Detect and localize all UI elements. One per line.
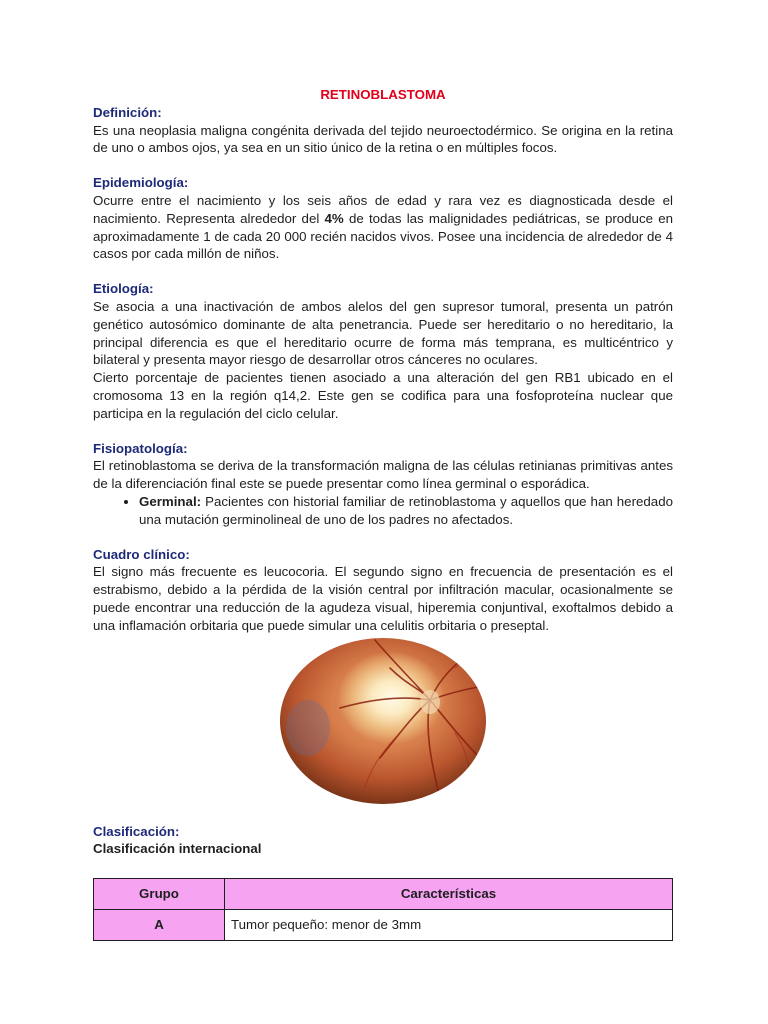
bullet-label-germinal: Germinal: [139,493,202,509]
section-text-fisiopatologia: El retinoblastoma se deriva de la transformación maligna de las células retinianas primitivas antes de la diferenciación final este se puede presentar como línea germinal o esporádica. [93,458,673,492]
table-header-row [94,879,673,910]
section-heading-etiologia: Etiología: [93,281,154,297]
section-text-epidemiologia [93,192,673,263]
epidemiologia-text-a: Ocurre entre el nacimiento y los seis años de edad y rara vez es diagnosticada desde el nacimiento. Representa alrededor del [93,192,673,226]
table-row [94,910,673,941]
epidemiologia-text-b: de todas las malignidades pediátricas, se produce en aproximadamente 1 de cada 20 000 recién nacidos vivos. Posee una incidencia de alrededor de 4 casos por cada millón de niños. [93,210,674,262]
section-text-cuadro-clinico: El signo más frecuente es leucocoria. El segundo signo en frecuencia de presentación es el estrabismo, debido a la pérdida de la visión central por infiltración macular, ocasionalmente se puede encontrar una reducción de la agudeza visual, hiperemia conjuntival, exoftalmos debido a una inflamación orbitaria que puede simular una celulitis orbitaria o preseptal. [93,564,673,633]
document-title: RETINOBLASTOMA [320,87,446,102]
retinal-vessels-graphic [280,638,486,804]
section-heading-clasificacion: Clasificación: [93,823,180,839]
section-text-etiologia-1: Se asocia a una inactivación de ambos alelos del gen supresor tumoral, presenta un patrón genético autosómico dominante de alta penetrancia. Puede ser hereditario o no hereditario, la principal diferencia es que el hereditario ocurre de forma más temprana, es multicéntrico y bilateral y presenta mayor riesgo de desarrollar otros cánceres no oculares. [93,298,673,368]
section-heading-fisiopatologia: Fisiopatología: [93,440,188,456]
fundus-photo-image [280,638,486,804]
figure-container [93,638,673,805]
table-cell-grupo: A [94,910,225,941]
section-text-etiologia-2: Cierto porcentaje de pacientes tienen asociado a una alteración del gen RB1 ubicado en el cromosoma 13 en la región q14,2. Este gen se codifica para una fosfoproteína nuclear que participa en la regulación del ciclo celular. [93,370,673,421]
bullet-text-germinal: Pacientes con historial familiar de retinoblastoma y aquellos que han heredado una mutación germinolineal de uno de los padres no afectados. [139,493,673,527]
fisiopatologia-bullet-list [93,493,673,529]
table-header-caracteristicas: Características [225,879,673,910]
section-heading-cuadro-clinico: Cuadro clínico: [93,546,190,562]
epidemiologia-percentage: 4% [324,210,344,226]
classification-table [93,878,673,941]
section-heading-definicion: Definición: [93,104,162,120]
bullet-item-germinal [139,493,673,529]
section-heading-epidemiologia: Epidemiología: [93,175,189,191]
table-cell-caracteristicas: Tumor pequeño: menor de 3mm [225,910,673,941]
document-content [93,86,673,941]
table-header-grupo: Grupo [94,879,225,910]
section-subheading-clasificacion-internacional: Clasificación internacional [93,841,262,857]
section-text-definicion: Es una neoplasia maligna congénita derivada del tejido neuroectodérmico. Se origina en la retina de uno o ambos ojos, ya sea en un sitio único de la retina o en múltiples focos. [93,122,673,156]
